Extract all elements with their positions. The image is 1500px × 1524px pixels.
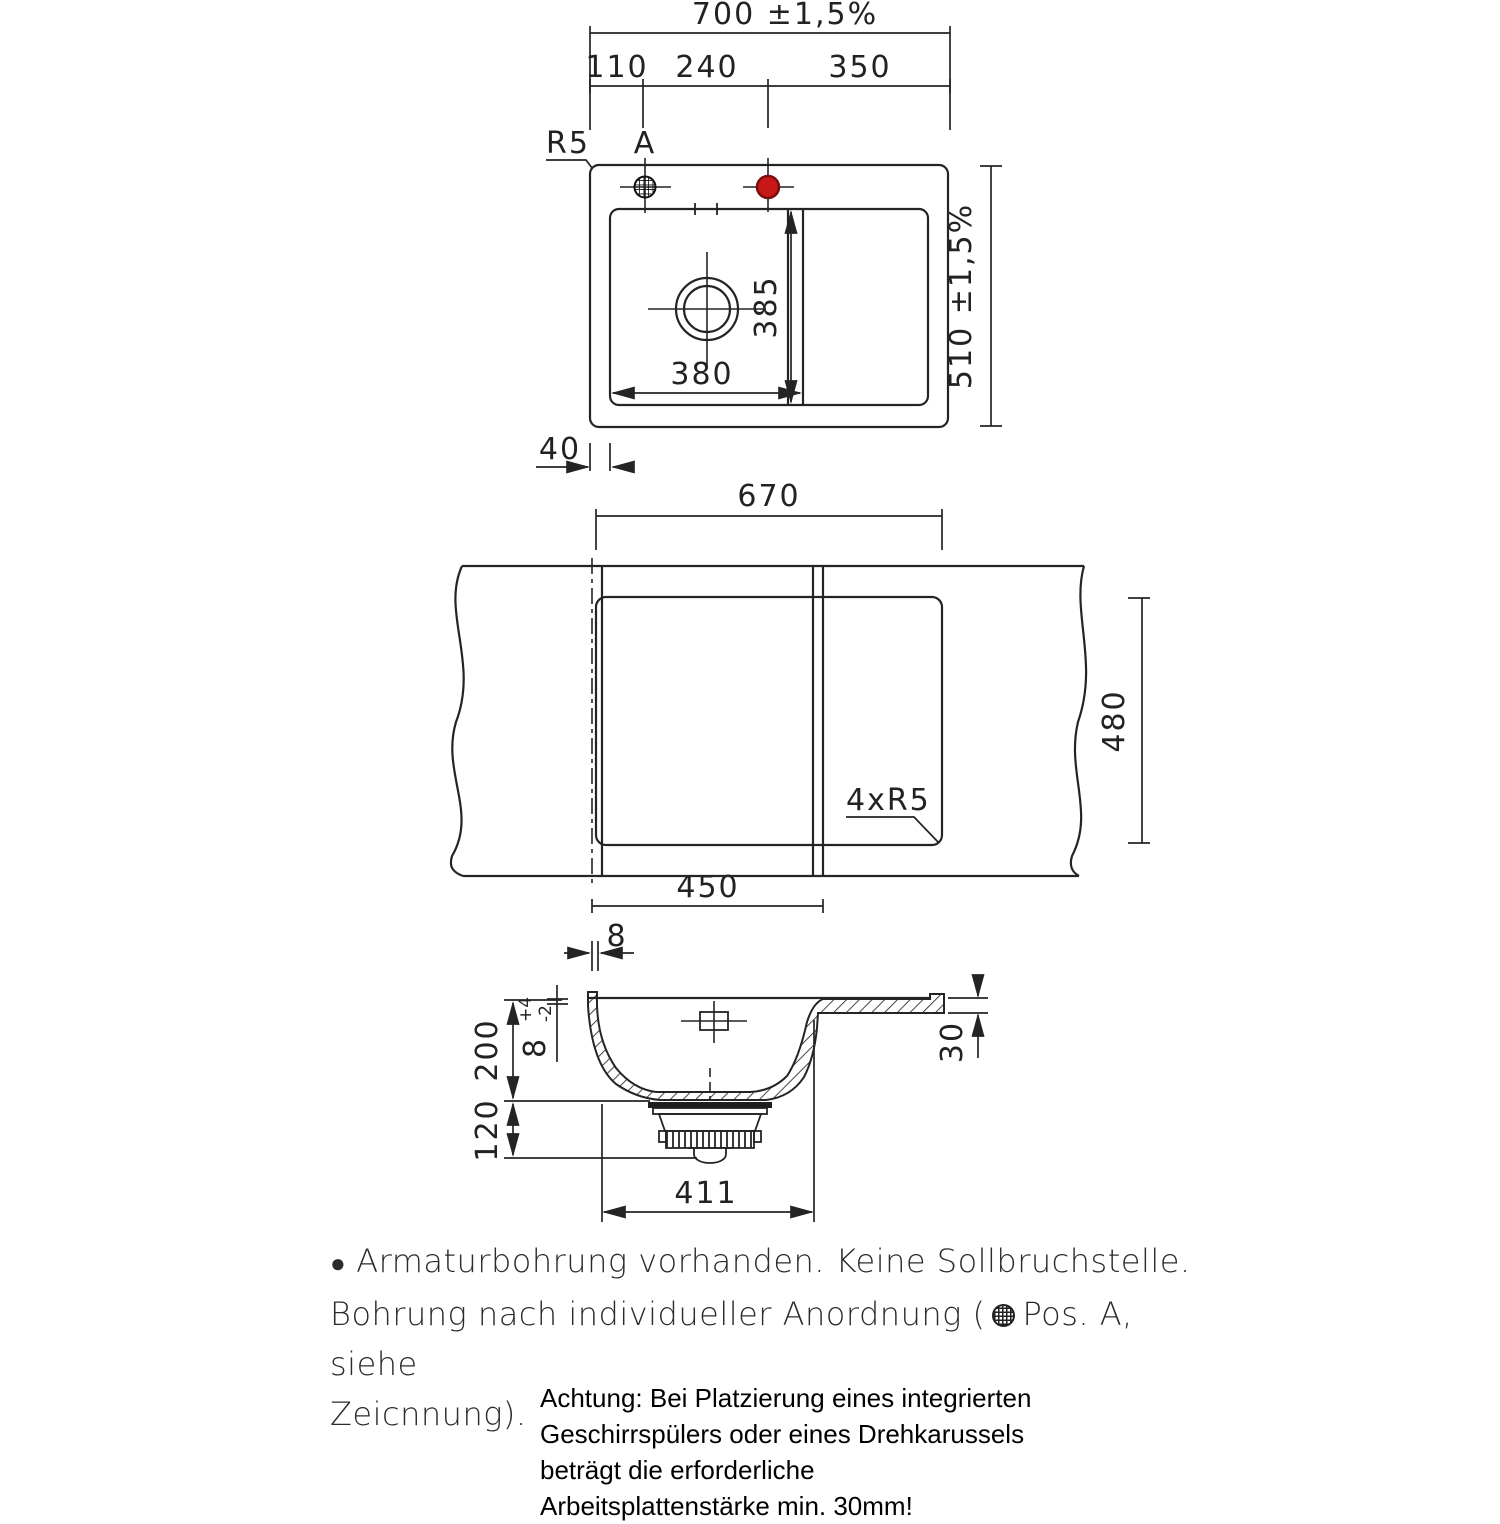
drain-trap-cap [694, 1148, 726, 1163]
note-warning [540, 1380, 1100, 1524]
countertop-outline [451, 566, 1086, 876]
dim-cutout-width [596, 479, 942, 550]
dim-670-label: 670 [737, 479, 801, 514]
warn-line-2: Geschirrspülers oder eines Drehkarussels [540, 1419, 1025, 1449]
dim-30-label: 30 [935, 1020, 970, 1064]
faucet-hole-a-marker [620, 158, 671, 213]
warn-line-4: Arbeitsplattenstärke min. 30mm! [540, 1491, 913, 1521]
dim-rim-tol-plus: +4 [516, 996, 536, 1022]
sink-section-material [588, 992, 944, 1100]
cutout-view [451, 479, 1150, 971]
dim-rim-height [516, 985, 568, 1062]
section-view [470, 984, 988, 1222]
mesh-circle-icon [992, 1304, 1015, 1327]
dim-cutout-height [1097, 598, 1150, 843]
warn-line-3: beträgt die erforderliche [540, 1455, 815, 1485]
top-view [536, 0, 1002, 471]
break-line-left [451, 566, 464, 876]
dim-4xr5-label: 4xR5 [846, 783, 931, 818]
note-line-2: Bohrung nach individueller Anordnung ( Pos. A, siehe [330, 1295, 1133, 1383]
dim-110-label: 110 [585, 50, 649, 85]
dim-bowl-height [749, 212, 791, 402]
dim-8-label: 8 [606, 919, 628, 954]
dim-480-label: 480 [1097, 689, 1132, 753]
note-line-3: Zeicnnung). [330, 1395, 527, 1433]
dim-bowl-width [613, 357, 800, 393]
dim-411-label: 411 [674, 1176, 738, 1211]
warn-line-1: Achtung: Bei Platzierung eines integrierten [540, 1383, 1032, 1413]
tap-hole-section-symbol [681, 1001, 747, 1043]
dim-450-label: 450 [676, 870, 740, 905]
dim-total-height [944, 166, 1002, 426]
break-line-right [1071, 566, 1086, 876]
red-circle-icon [757, 176, 779, 198]
drain-assembly [648, 1068, 772, 1163]
mesh-circle-icon [635, 177, 656, 198]
dim-385-label: 385 [749, 275, 784, 339]
dim-200-label: 200 [470, 1018, 505, 1082]
dim-edge-offset [536, 432, 632, 471]
dim-chain-segments [585, 50, 950, 128]
dim-510-label: 510 ±1,5% [944, 202, 979, 390]
dim-40-label: 40 [538, 432, 582, 467]
cutout-radius-callout [846, 783, 939, 843]
dim-step [564, 919, 634, 971]
hole-a-label: A [633, 126, 657, 161]
dim-120-label: 120 [470, 1098, 505, 1162]
dim-drain-span [602, 1020, 814, 1222]
dim-240-label: 240 [675, 50, 739, 85]
note-line-1: ● Armaturbohrung vorhanden. Keine Sollbruchstelle. [330, 1242, 1191, 1280]
dim-380-label: 380 [670, 357, 734, 392]
drain-nut [666, 1131, 754, 1148]
dim-700-label: 700 ±1,5% [691, 0, 879, 32]
drain-gasket [648, 1102, 772, 1108]
dim-350-label: 350 [828, 50, 892, 85]
dim-rim-8-label: 8 [518, 1036, 553, 1058]
filled-circle-bullet: ● [330, 1249, 347, 1279]
corner-radius-callout [546, 126, 592, 168]
dim-rim-tol-minus: -2 [536, 1005, 556, 1022]
r5-label: R5 [546, 126, 590, 161]
